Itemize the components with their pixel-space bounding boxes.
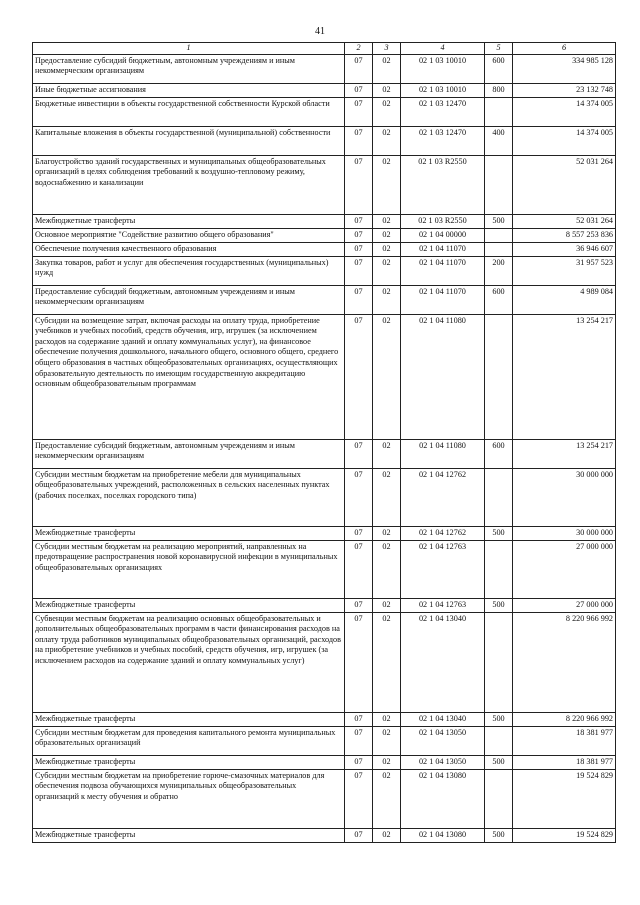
row-amount: 334 985 128 — [513, 54, 616, 83]
table-row — [33, 242, 616, 256]
row-subsection: 02 — [373, 726, 401, 755]
row-subsection: 02 — [373, 712, 401, 726]
row-subsection: 02 — [373, 598, 401, 612]
row-section: 07 — [345, 755, 373, 769]
table-row — [33, 598, 616, 612]
row-target-code: 02 1 03 10010 — [401, 83, 485, 97]
row-subsection: 02 — [373, 526, 401, 540]
row-target-code: 02 1 04 13050 — [401, 755, 485, 769]
row-section: 07 — [345, 256, 373, 285]
table-row — [33, 126, 616, 155]
row-subsection: 02 — [373, 314, 401, 439]
row-amount: 27 000 000 — [513, 598, 616, 612]
row-target-code: 02 1 04 13040 — [401, 712, 485, 726]
row-name: Межбюджетные трансферты — [33, 828, 345, 842]
header-row — [33, 43, 616, 55]
row-expense-type — [485, 228, 513, 242]
header-col-2: 2 — [345, 43, 373, 55]
row-name: Предоставление субсидий бюджетным, автономным учреждениям и иным некоммерческим организациям — [33, 54, 345, 83]
row-amount: 14 374 005 — [513, 97, 616, 126]
row-name: Капитальные вложения в объекты государственной (муниципальной) собственности — [33, 126, 345, 155]
row-target-code: 02 1 03 R2550 — [401, 155, 485, 214]
row-target-code: 02 1 03 12470 — [401, 97, 485, 126]
row-name: Межбюджетные трансферты — [33, 755, 345, 769]
row-section: 07 — [345, 828, 373, 842]
row-name: Обеспечение получения качественного образования — [33, 242, 345, 256]
row-subsection: 02 — [373, 155, 401, 214]
row-expense-type — [485, 769, 513, 828]
row-amount: 23 132 748 — [513, 83, 616, 97]
row-amount: 8 220 966 992 — [513, 712, 616, 726]
row-section: 07 — [345, 97, 373, 126]
row-name: Предоставление субсидий бюджетным, автономным учреждениям и иным некоммерческим организациям — [33, 439, 345, 468]
row-subsection: 02 — [373, 126, 401, 155]
table-row — [33, 54, 616, 83]
row-name: Благоустройство зданий государственных и муниципальных общеобразовательных организаций в целях соблюдения требований к воздушно-тепловому режиму, водоснабжению и канализации — [33, 155, 345, 214]
row-expense-type: 500 — [485, 712, 513, 726]
row-name: Субсидии местным бюджетам на приобретение горюче-смазочных материалов для обеспечения подвоза обучающихся муниципальных общеобразовательных организаций к месту обучения и обратно — [33, 769, 345, 828]
row-subsection: 02 — [373, 828, 401, 842]
row-name: Закупка товаров, работ и услуг для обеспечения государственных (муниципальных) нужд — [33, 256, 345, 285]
row-expense-type: 500 — [485, 526, 513, 540]
row-section: 07 — [345, 769, 373, 828]
row-expense-type — [485, 726, 513, 755]
table-row — [33, 828, 616, 842]
row-expense-type — [485, 468, 513, 526]
row-name: Межбюджетные трансферты — [33, 598, 345, 612]
row-name: Субсидии на возмещение затрат, включая расходы на оплату труда, приобретение учебников и учебных пособий, средств обучения, игр, игрушек (за исключением расходов на содержание зданий и оплату коммунальных услуг), на финансовое обеспечение получения дошкольного, начального общего, основного общего, среднего общего образования в частных общеобразовательных организациях, осуществляющих образовательную деятельность по имеющим государственную аккредитацию основным общеобразовательным программам — [33, 314, 345, 439]
row-name: Субсидии местным бюджетам на приобретение мебели для муниципальных общеобразовательных учреждений, расположенных в сельских населенных пунктах (рабочих поселках, поселках городского типа) — [33, 468, 345, 526]
row-expense-type — [485, 97, 513, 126]
row-target-code: 02 1 04 11080 — [401, 314, 485, 439]
row-amount: 8 557 253 836 — [513, 228, 616, 242]
table-row — [33, 155, 616, 214]
row-section: 07 — [345, 314, 373, 439]
row-expense-type — [485, 155, 513, 214]
row-section: 07 — [345, 468, 373, 526]
row-name: Субсидии местным бюджетам для проведения капитального ремонта муниципальных образовательных организаций — [33, 726, 345, 755]
row-name: Межбюджетные трансферты — [33, 526, 345, 540]
row-amount: 52 031 264 — [513, 214, 616, 228]
row-target-code: 02 1 04 13080 — [401, 769, 485, 828]
row-section: 07 — [345, 242, 373, 256]
row-target-code: 02 1 04 11070 — [401, 242, 485, 256]
header-col-4: 4 — [401, 43, 485, 55]
table-row — [33, 769, 616, 828]
row-expense-type: 500 — [485, 598, 513, 612]
row-target-code: 02 1 04 13050 — [401, 726, 485, 755]
row-name: Основное мероприятие "Содействие развитию общего образования" — [33, 228, 345, 242]
table-row — [33, 712, 616, 726]
row-amount: 13 254 217 — [513, 439, 616, 468]
row-amount: 4 989 084 — [513, 285, 616, 314]
row-subsection: 02 — [373, 214, 401, 228]
header-col-3: 3 — [373, 43, 401, 55]
row-section: 07 — [345, 214, 373, 228]
row-subsection: 02 — [373, 755, 401, 769]
row-expense-type: 800 — [485, 83, 513, 97]
row-expense-type: 500 — [485, 755, 513, 769]
row-name: Бюджетные инвестиции в объекты государственной собственности Курской области — [33, 97, 345, 126]
row-section: 07 — [345, 598, 373, 612]
row-name: Иные бюджетные ассигнования — [33, 83, 345, 97]
row-subsection: 02 — [373, 97, 401, 126]
row-amount: 19 524 829 — [513, 769, 616, 828]
row-target-code: 02 1 04 13080 — [401, 828, 485, 842]
row-section: 07 — [345, 526, 373, 540]
row-subsection: 02 — [373, 54, 401, 83]
header-col-5: 5 — [485, 43, 513, 55]
header-col-1: 1 — [33, 43, 345, 55]
row-amount: 13 254 217 — [513, 314, 616, 439]
row-amount: 30 000 000 — [513, 526, 616, 540]
row-section: 07 — [345, 439, 373, 468]
row-section: 07 — [345, 54, 373, 83]
row-section: 07 — [345, 712, 373, 726]
row-subsection: 02 — [373, 83, 401, 97]
row-expense-type — [485, 314, 513, 439]
row-expense-type — [485, 540, 513, 598]
row-subsection: 02 — [373, 612, 401, 712]
budget-table — [32, 42, 616, 843]
table-row — [33, 540, 616, 598]
row-expense-type: 600 — [485, 54, 513, 83]
table-row — [33, 526, 616, 540]
table-row — [33, 83, 616, 97]
table-row — [33, 439, 616, 468]
row-target-code: 02 1 03 10010 — [401, 54, 485, 83]
row-target-code: 02 1 03 12470 — [401, 126, 485, 155]
row-target-code: 02 1 04 13040 — [401, 612, 485, 712]
row-amount: 36 946 607 — [513, 242, 616, 256]
row-target-code: 02 1 04 11080 — [401, 439, 485, 468]
row-target-code: 02 1 04 12762 — [401, 526, 485, 540]
row-amount: 18 381 977 — [513, 726, 616, 755]
row-target-code: 02 1 03 R2550 — [401, 214, 485, 228]
table-row — [33, 726, 616, 755]
row-amount: 18 381 977 — [513, 755, 616, 769]
row-name: Субсидии местным бюджетам на реализацию мероприятий, направленных на предотвращение распространения новой коронавирусной инфекции в муниципальных общеобразовательных организациях — [33, 540, 345, 598]
table-row — [33, 314, 616, 439]
row-section: 07 — [345, 726, 373, 755]
row-section: 07 — [345, 155, 373, 214]
row-amount: 52 031 264 — [513, 155, 616, 214]
row-subsection: 02 — [373, 285, 401, 314]
row-subsection: 02 — [373, 769, 401, 828]
page-number: 41 — [315, 26, 325, 37]
row-expense-type: 200 — [485, 256, 513, 285]
row-expense-type — [485, 612, 513, 712]
row-amount: 30 000 000 — [513, 468, 616, 526]
row-subsection: 02 — [373, 228, 401, 242]
row-section: 07 — [345, 285, 373, 314]
row-expense-type — [485, 242, 513, 256]
row-subsection: 02 — [373, 468, 401, 526]
row-section: 07 — [345, 126, 373, 155]
row-expense-type: 500 — [485, 828, 513, 842]
row-section: 07 — [345, 612, 373, 712]
header-col-6: 6 — [513, 43, 616, 55]
row-amount: 27 000 000 — [513, 540, 616, 598]
row-name: Межбюджетные трансферты — [33, 712, 345, 726]
row-expense-type: 500 — [485, 214, 513, 228]
table-row — [33, 468, 616, 526]
row-target-code: 02 1 04 12763 — [401, 540, 485, 598]
row-amount: 31 957 523 — [513, 256, 616, 285]
row-name: Субвенции местным бюджетам на реализацию основных общеобразовательных и дополнительных общеобразовательных программ в части финансирования расходов на оплату труда работников муниципальных общеобразовательных организаций, расходов на приобретение учебников и учебных пособий, средств обучения, игр, игрушек (за исключением расходов на содержание зданий и оплату коммунальных услуг) — [33, 612, 345, 712]
row-target-code: 02 1 04 12763 — [401, 598, 485, 612]
row-target-code: 02 1 04 11070 — [401, 256, 485, 285]
row-amount: 8 220 966 992 — [513, 612, 616, 712]
table-row — [33, 214, 616, 228]
row-subsection: 02 — [373, 242, 401, 256]
row-target-code: 02 1 04 00000 — [401, 228, 485, 242]
row-subsection: 02 — [373, 540, 401, 598]
row-target-code: 02 1 04 11070 — [401, 285, 485, 314]
table-row — [33, 256, 616, 285]
row-subsection: 02 — [373, 256, 401, 285]
row-section: 07 — [345, 540, 373, 598]
table-row — [33, 285, 616, 314]
row-subsection: 02 — [373, 439, 401, 468]
table-row — [33, 612, 616, 712]
row-amount: 19 524 829 — [513, 828, 616, 842]
row-expense-type: 600 — [485, 285, 513, 314]
row-expense-type: 600 — [485, 439, 513, 468]
table-row — [33, 97, 616, 126]
row-expense-type: 400 — [485, 126, 513, 155]
row-section: 07 — [345, 228, 373, 242]
row-amount: 14 374 005 — [513, 126, 616, 155]
table-row — [33, 755, 616, 769]
row-target-code: 02 1 04 12762 — [401, 468, 485, 526]
row-section: 07 — [345, 83, 373, 97]
row-name: Предоставление субсидий бюджетным, автономным учреждениям и иным некоммерческим организациям — [33, 285, 345, 314]
row-name: Межбюджетные трансферты — [33, 214, 345, 228]
table-row — [33, 228, 616, 242]
